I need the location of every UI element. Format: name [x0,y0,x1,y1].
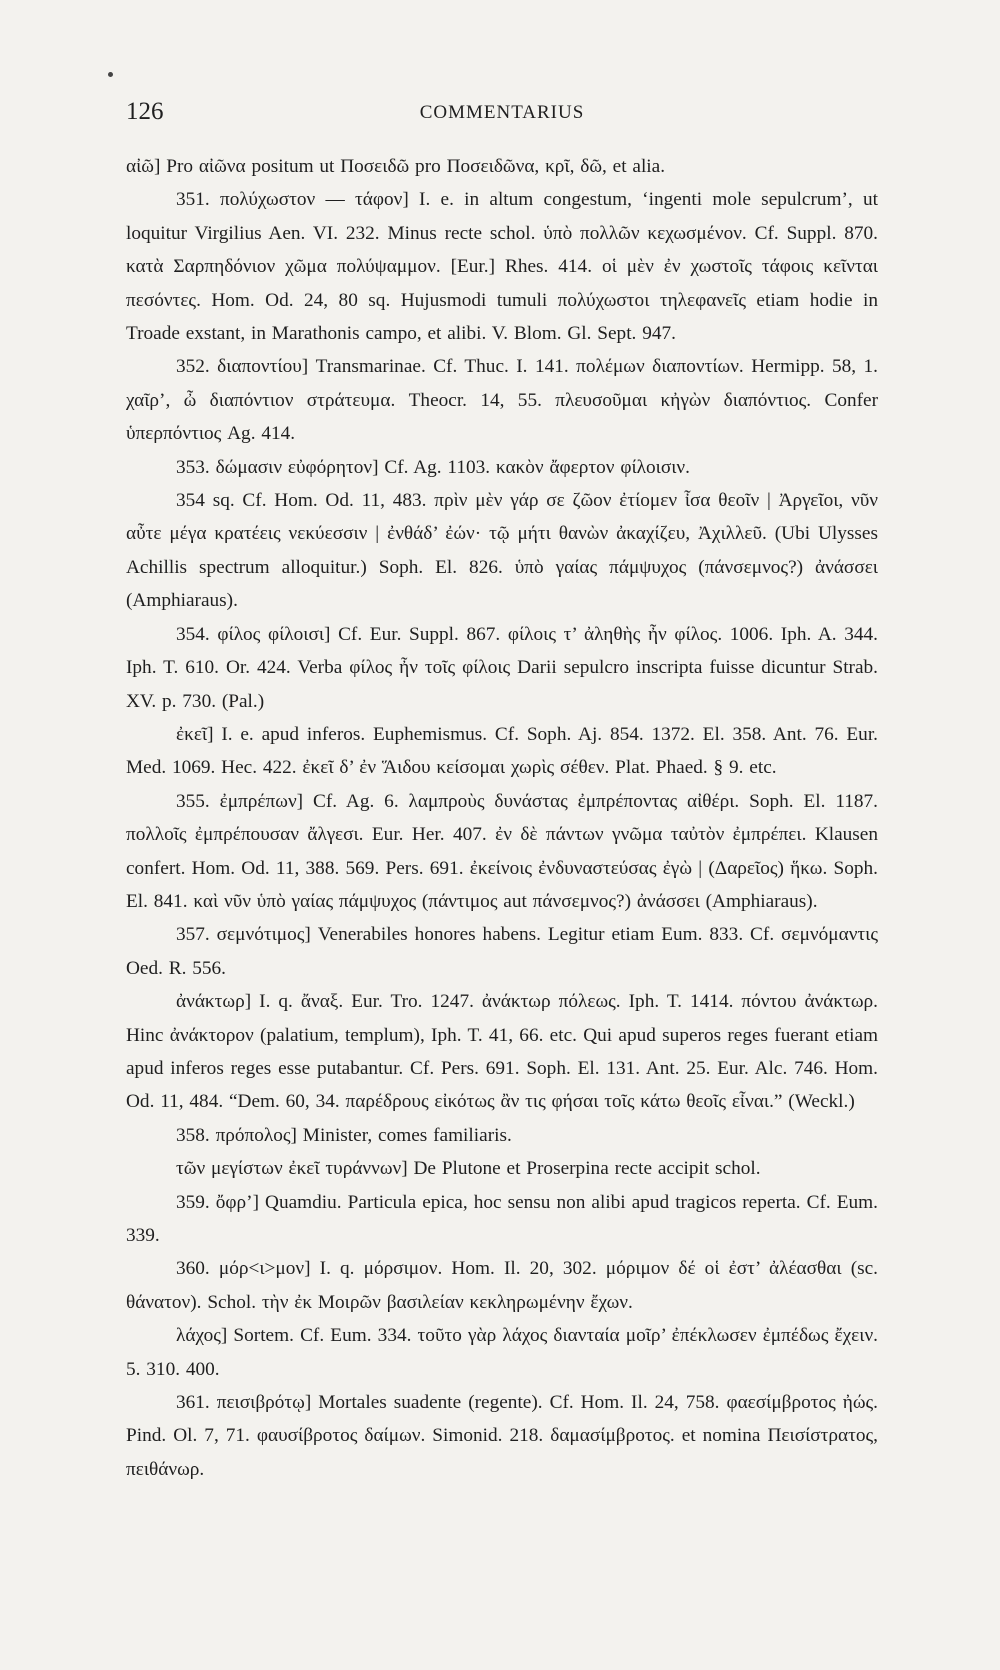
running-head: COMMENTARIUS [419,102,585,123]
note-359: 359. ὄφρ’] Quamdiu. Particula epica, hoc sensu non alibi apud tragicos reperta. Cf. Eum. 339. [126,1191,878,1246]
note-353: 353. δώμασιν εὐφόρητον] Cf. Ag. 1103. κακὸν ἄφερτον φίλοισιν. [176,456,690,478]
page-header [126,98,878,130]
page-number: 126 [126,98,164,125]
note-354-ekei: ἐκεῖ] I. e. apud inferos. Euphemismus. Cf. Soph. Aj. 854. 1372. El. 358. Ant. 76. Eur. Med. 1069. Hec. 422. ἐκεῖ δ’ ἐν Ἅιδου κείσομαι χωρὶς σέθεν. Plat. Phaed. § 9. etc. [126,723,878,779]
note-361: 361. πεισιβρότῳ] Mortales suadente (regente). Cf. Hom. Il. 24, 758. φαεσίμβροτος ἠώς. Pind. Ol. 7, 71. φαυσίβροτος δαίμων. Simonid. 218. δαμασίμβροτος. et nomina Πεισίστρατος, πειθάνωρ. [126,1392,878,1480]
commentary-body [126,150,878,1486]
note-357: 357. σεμνότιμος] Venerabiles honores habens. Legitur etiam Eum. 833. Cf. σεμνόμαντις Oed. R. 556. [126,924,878,979]
note-358: 358. πρόπολος] Minister, comes familiaris. [176,1124,512,1146]
ink-spot [108,72,113,77]
note-354-sq: 354 sq. Cf. Hom. Od. 11, 483. πρὶν μὲν γάρ σε ζῶον ἐτίομεν ἶσα θεοῖν | Ἀργεῖοι, νῦν αὖτε μέγα κρατέεις νεκύεσσιν | ἐνθάδ’ ἐών· τῷ μήτι θανὼν ἀκαχίζευ, Ἀχιλλεῦ. (Ubi Ulysses Achillis spectrum alloquitur.) Soph. El. 826. ὑπὸ γαίας πάμψυχος (πάνσεμνος?) ἀνάσσει (Amphiaraus). [126,490,878,612]
note-360-lachos: λάχος] Sortem. Cf. Eum. 334. τοῦτο γὰρ λάχος διανταία μοῖρ’ ἐπέκλωσεν ἐμπέδως ἔχειν. 5. 310. 400. [126,1325,878,1380]
note-paragraph: αἰῶ] Pro αἰῶνα positum ut Ποσειδῶ pro Ποσειδῶνα, κρῖ, δῶ, et alia. [126,156,666,177]
note-358-tyrannon: τῶν μεγίστων ἐκεῖ τυράννων] De Plutone et Proserpina recte accipit schol. [176,1158,761,1180]
note-351: 351. πολύχωστον — τάφον] I. e. in altum congestum, ‘ingenti mole sepulcrum’, ut loquitur Virgilius Aen. VI. 232. Minus recte schol. ὑπὸ πολλῶν κεχωσμένον. Cf. Suppl. 870. κατὰ Σαρπηδόνιον χῶμα πολύψαμμον. [Eur.] Rhes. 414. οἱ μὲν ἐν χωστοῖς τάφοις κεῖνται πεσόντες. Hom. Od. 24, 80 sq. Hujusmodi tumuli πολύχωστοι τηλεφανεῖς etiam hodie in Troade exstant, in Marathonis campo, et alibi. V. Blom. Gl. Sept. 947. [126,189,878,345]
note-357-anaktor: ἀνάκτωρ] I. q. ἄναξ. Eur. Tro. 1247. ἀνάκτωρ πόλεως. Iph. T. 1414. πόντου ἀνάκτωρ. Hinc ἀνάκτορον (palatium, templum), Iph. T. 41, 66. etc. Qui apud superos reges fuerant etiam apud inferos reges esse putabantur. Cf. Pers. 691. Soph. El. 131. Ant. 25. Eur. Alc. 746. Hom. Od. 11, 484. “Dem. 60, 34. παρέδρους εἰκότως ἂν τις φήσαι τοῖς κάτω θεοῖς εἶναι.” (Weckl.) [126,991,878,1113]
note-355: 355. ἐμπρέπων] Cf. Ag. 6. λαμπροὺς δυνάστας ἐμπρέποντας αἰθέρι. Soph. El. 1187. πολλοῖς ἐμπρέπουσαν ἄλγεσι. Eur. Her. 407. ἐν δὲ πάντων γνῶμα ταὐτὸν ἐμπρέπει. Klausen confert. Hom. Od. 11, 388. 569. Pers. 691. ἐκείνοις ἐνδυναστεύσας ἐγὼ | (Δαρεῖος) ἥκω. Soph. El. 841. καὶ νῦν ὑπὸ γαίας πάμψυχος (πάντιμος aut πάνσεμνος?) ἀνάσσει (Amphiaraus). [126,790,878,912]
note-354: 354. φίλος φίλοισι] Cf. Eur. Suppl. 867. φίλοις τ’ ἀληθὴς ἦν φίλος. 1006. Iph. A. 344. Iph. T. 610. Or. 424. Verba φίλος ἦν τοῖς φίλοις Darii sepulcro inscripta fuisse dicuntur Strab. XV. p. 730. (Pal.) [126,623,878,712]
note-352: 352. διαποντίου] Transmarinae. Cf. Thuc. I. 141. πολέμων διαποντίων. Hermipp. 58, 1. χαῖρ’, ὦ διαπόντιον στράτευμα. Theocr. 14, 55. πλευσοῦμαι κἠγὼν διαπόντιος. Confer ὑπερπόντιος Ag. 414. [126,356,878,445]
note-360: 360. μόρ<ι>μον] I. q. μόρσιμον. Hom. Il. 20, 302. μόριμον δέ οἱ ἐστ’ ἀλέασθαι (sc. θάνατον). Schol. τὴν ἐκ Μοιρῶν βασιλείαν κεκληρωμένην ἔχων. [126,1258,878,1313]
